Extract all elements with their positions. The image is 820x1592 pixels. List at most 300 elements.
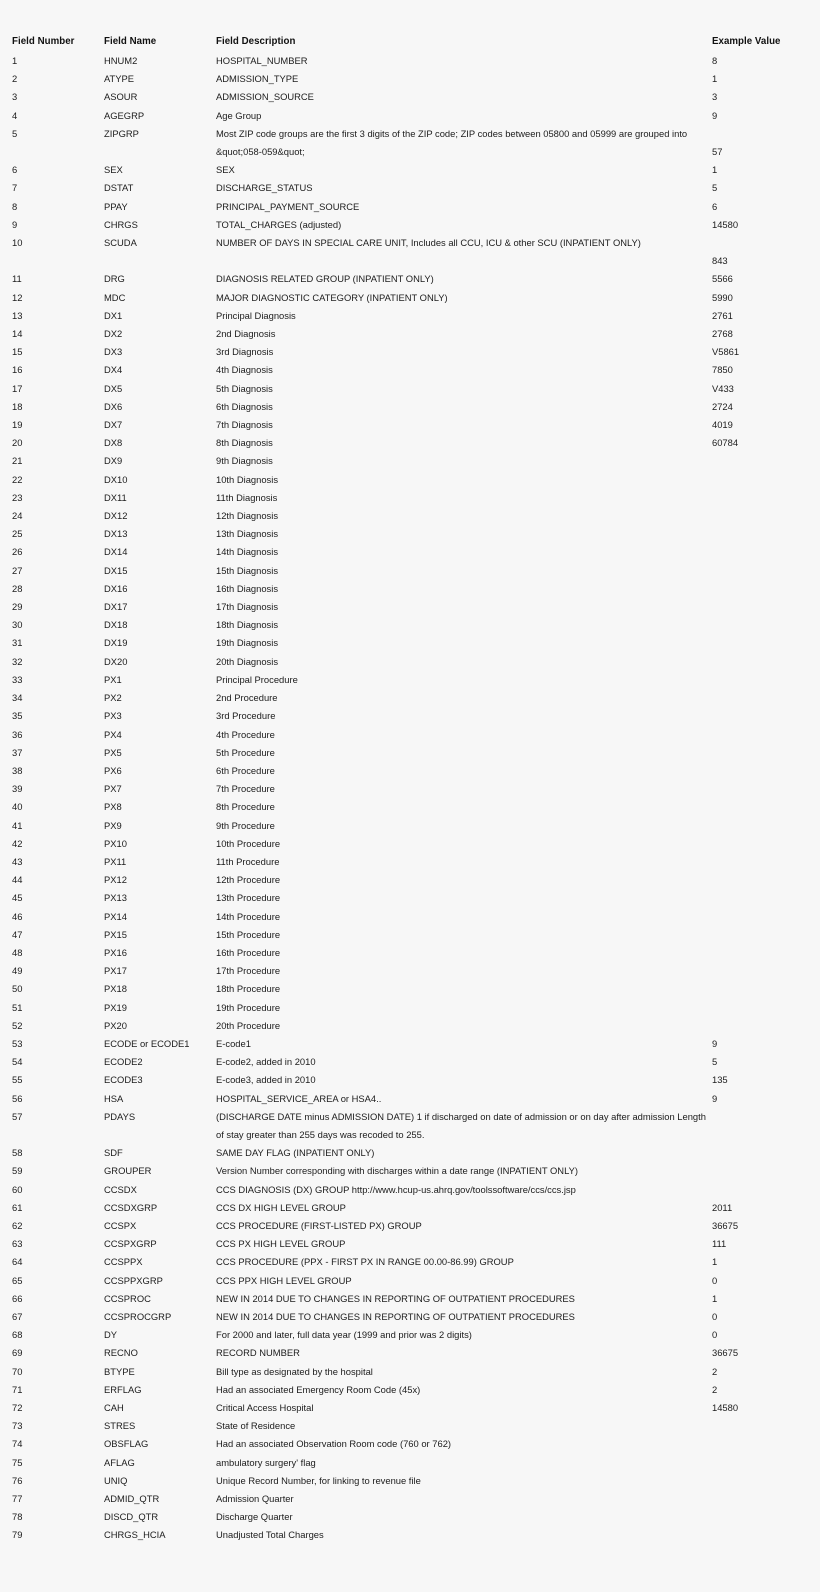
cell-example-value: 36675 xyxy=(712,1219,739,1231)
cell-field-description: 18th Procedure xyxy=(216,983,281,995)
table-row xyxy=(12,889,820,907)
cell-field-number: 48 xyxy=(12,946,23,958)
table-row xyxy=(12,671,820,689)
cell-field-name: CCSPX xyxy=(104,1219,137,1231)
cell-field-description: 12th Diagnosis xyxy=(216,510,279,522)
table-row xyxy=(12,1199,820,1217)
table-row xyxy=(12,780,820,798)
cell-example-value xyxy=(712,798,820,816)
cell-field-number: 64 xyxy=(12,1256,23,1268)
cell-field-description: 13th Procedure xyxy=(216,892,281,904)
cell-field-name: HSA xyxy=(104,1092,124,1104)
cell-field-description: E-code2, added in 2010 xyxy=(216,1056,316,1068)
cell-example-value xyxy=(712,980,820,998)
cell-field-name: DX1 xyxy=(104,309,123,321)
cell-field-number: 9 xyxy=(12,218,18,230)
cell-field-description: Version Number corresponding with discharges within a date range (INPATIENT ONLY) xyxy=(216,1165,578,1177)
cell-field-number: 19 xyxy=(12,419,23,431)
cell-field-number: 54 xyxy=(12,1056,23,1068)
cell-field-description: HOSPITAL_NUMBER xyxy=(216,55,308,66)
cell-field-name: DX20 xyxy=(104,655,128,667)
cell-field-name: PPAY xyxy=(104,200,128,212)
table-row xyxy=(12,689,820,707)
table-row xyxy=(12,1399,820,1417)
cell-field-description: Principal Diagnosis xyxy=(216,309,296,321)
cell-field-description: 17th Procedure xyxy=(216,965,281,977)
table-row xyxy=(12,835,820,853)
cell-field-description: 20th Diagnosis xyxy=(216,655,279,667)
table-row xyxy=(12,1344,820,1362)
cell-example-value xyxy=(712,726,820,744)
cell-field-number: 18 xyxy=(12,400,23,412)
cell-field-name: DX15 xyxy=(104,564,128,576)
cell-example-value xyxy=(712,525,820,543)
cell-example-value: 2724 xyxy=(712,400,733,412)
table-row xyxy=(12,726,820,744)
cell-field-description: 10th Procedure xyxy=(216,837,281,849)
table-header-row xyxy=(12,36,820,52)
cell-example-value xyxy=(712,471,820,489)
cell-field-description: 5th Procedure xyxy=(216,746,275,758)
table-row xyxy=(12,434,820,452)
cell-field-name: GROUPER xyxy=(104,1165,152,1177)
cell-example-value: 3 xyxy=(712,91,718,103)
cell-example-value xyxy=(712,1526,820,1544)
cell-field-number: 79 xyxy=(12,1529,23,1541)
cell-field-description: PRINCIPAL_PAYMENT_SOURCE xyxy=(216,200,360,212)
cell-field-number: 58 xyxy=(12,1147,23,1159)
table-body xyxy=(12,52,820,1545)
cell-field-name: ATYPE xyxy=(104,73,135,85)
cell-field-number: 59 xyxy=(12,1165,23,1177)
table-row xyxy=(12,270,820,288)
table-row xyxy=(12,1053,820,1071)
cell-example-value: 36675 xyxy=(712,1347,739,1359)
cell-field-number: 27 xyxy=(12,564,23,576)
table-row xyxy=(12,1144,820,1162)
cell-field-description: 12th Procedure xyxy=(216,874,281,886)
cell-example-value: 14580 xyxy=(712,218,739,230)
cell-field-description: CCS DX HIGH LEVEL GROUP xyxy=(216,1201,346,1213)
cell-example-value: 5 xyxy=(712,182,718,194)
cell-example-value: V433 xyxy=(712,382,734,394)
table-row xyxy=(12,744,820,762)
table-row xyxy=(12,1363,820,1381)
cell-example-value: 57 xyxy=(712,146,723,158)
table-row xyxy=(12,1417,820,1435)
cell-example-value xyxy=(712,1508,820,1526)
cell-field-name: DX8 xyxy=(104,437,123,449)
cell-example-value xyxy=(712,889,820,907)
cell-field-name: DISCD_QTR xyxy=(104,1511,159,1523)
cell-field-number: 51 xyxy=(12,1001,23,1013)
cell-field-number: 50 xyxy=(12,983,23,995)
cell-example-value xyxy=(712,835,820,853)
cell-example-value xyxy=(712,543,820,561)
cell-field-number: 77 xyxy=(12,1493,23,1505)
table-row xyxy=(12,1235,820,1253)
cell-example-value xyxy=(712,671,820,689)
cell-example-value xyxy=(712,616,820,634)
cell-field-number: 68 xyxy=(12,1329,23,1341)
cell-example-value xyxy=(712,1490,820,1508)
cell-field-number: 39 xyxy=(12,783,23,795)
cell-field-description: (DISCHARGE DATE minus ADMISSION DATE) 1 if discharged on date of admission or on day after admission Length of stay greater than 255 days was recoded to 255. xyxy=(216,1110,706,1140)
cell-example-value: 7850 xyxy=(712,364,733,376)
cell-field-number: 12 xyxy=(12,291,23,303)
cell-field-description: TOTAL_CHARGES (adjusted) xyxy=(216,218,342,230)
cell-field-description: 11th Diagnosis xyxy=(216,491,278,503)
table-row xyxy=(12,871,820,889)
table-row xyxy=(12,634,820,652)
cell-field-number: 63 xyxy=(12,1238,23,1250)
cell-field-description: 19th Diagnosis xyxy=(216,637,279,649)
cell-field-number: 34 xyxy=(12,692,23,704)
cell-example-value: 135 xyxy=(712,1074,728,1086)
cell-field-description: 17th Diagnosis xyxy=(216,601,279,613)
table-row xyxy=(12,598,820,616)
cell-field-description: 9th Procedure xyxy=(216,819,275,831)
cell-field-name: ERFLAG xyxy=(104,1383,142,1395)
cell-example-value xyxy=(712,744,820,762)
cell-example-value xyxy=(712,1454,820,1472)
table-row xyxy=(12,1253,820,1271)
table-row xyxy=(12,1454,820,1472)
table-row xyxy=(12,325,820,343)
cell-field-name: SDF xyxy=(104,1147,123,1159)
cell-example-value xyxy=(712,562,820,580)
table-row xyxy=(12,707,820,725)
cell-field-name: DX18 xyxy=(104,619,128,631)
cell-field-number: 43 xyxy=(12,855,23,867)
cell-example-value xyxy=(712,944,820,962)
cell-field-name: PX13 xyxy=(104,892,127,904)
table-row xyxy=(12,616,820,634)
cell-field-name: PX14 xyxy=(104,910,127,922)
cell-field-name: ZIPGRP xyxy=(104,127,139,139)
cell-field-description: 7th Procedure xyxy=(216,783,275,795)
cell-field-name: ADMID_QTR xyxy=(104,1493,160,1505)
cell-example-value: 4019 xyxy=(712,419,733,431)
table-row xyxy=(12,107,820,125)
cell-example-value xyxy=(712,580,820,598)
table-row xyxy=(12,416,820,434)
cell-field-number: 70 xyxy=(12,1365,23,1377)
cell-example-value: 843 xyxy=(712,255,728,267)
field-dictionary-table xyxy=(12,36,820,1545)
column-header-field-number: Field Number xyxy=(12,36,75,47)
cell-field-description: 9th Diagnosis xyxy=(216,455,273,467)
table-header xyxy=(12,36,820,52)
cell-example-value xyxy=(712,598,820,616)
cell-example-value xyxy=(712,689,820,707)
cell-field-name: CCSPPX xyxy=(104,1256,143,1268)
cell-field-number: 28 xyxy=(12,582,23,594)
table-row xyxy=(12,289,820,307)
table-row xyxy=(12,452,820,470)
cell-field-name: BTYPE xyxy=(104,1365,135,1377)
cell-example-value: 9 xyxy=(712,1037,718,1049)
cell-field-description: 3rd Procedure xyxy=(216,710,276,722)
cell-field-name: PX2 xyxy=(104,692,122,704)
table-row xyxy=(12,1526,820,1544)
cell-example-value xyxy=(712,1435,820,1453)
cell-field-description: 2nd Diagnosis xyxy=(216,328,276,340)
table-row xyxy=(12,1108,820,1144)
cell-field-description: SAME DAY FLAG (INPATIENT ONLY) xyxy=(216,1147,375,1159)
cell-field-number: 25 xyxy=(12,528,23,540)
column-header-example-value: Example Value xyxy=(712,36,781,47)
table-row xyxy=(12,1162,820,1180)
cell-field-number: 45 xyxy=(12,892,23,904)
table-row xyxy=(12,1181,820,1199)
cell-field-number: 4 xyxy=(12,109,18,121)
cell-example-value xyxy=(712,1181,820,1199)
cell-field-number: 49 xyxy=(12,965,23,977)
cell-field-name: PX5 xyxy=(104,746,122,758)
cell-field-number: 31 xyxy=(12,637,23,649)
cell-field-name: DX17 xyxy=(104,601,128,613)
table-row xyxy=(12,1017,820,1035)
cell-example-value xyxy=(712,999,820,1017)
cell-field-description: Critical Access Hospital xyxy=(216,1402,314,1414)
table-row xyxy=(12,1435,820,1453)
cell-field-description: 8th Diagnosis xyxy=(216,437,273,449)
cell-field-number: 37 xyxy=(12,746,23,758)
cell-field-number: 21 xyxy=(12,455,23,467)
cell-field-name: CCSDXGRP xyxy=(104,1201,158,1213)
cell-field-description: 4th Procedure xyxy=(216,728,275,740)
cell-field-number: 69 xyxy=(12,1347,23,1359)
cell-field-name: PX16 xyxy=(104,946,127,958)
cell-field-description: Had an associated Observation Room code (760 or 762) xyxy=(216,1438,452,1450)
cell-field-name: CHRGS xyxy=(104,218,138,230)
cell-field-description: SEX xyxy=(216,164,235,176)
cell-field-description: 3rd Diagnosis xyxy=(216,346,274,358)
cell-field-number: 6 xyxy=(12,164,18,176)
cell-field-description: 16th Diagnosis xyxy=(216,582,279,594)
table-row xyxy=(12,653,820,671)
cell-field-description: 15th Procedure xyxy=(216,928,281,940)
cell-field-number: 8 xyxy=(12,200,18,212)
cell-field-number: 78 xyxy=(12,1511,23,1523)
cell-field-description: 6th Diagnosis xyxy=(216,400,273,412)
cell-field-description: 7th Diagnosis xyxy=(216,419,273,431)
cell-example-value xyxy=(712,1417,820,1435)
cell-field-name: PX10 xyxy=(104,837,127,849)
cell-field-name: DX12 xyxy=(104,510,128,522)
table-row xyxy=(12,1508,820,1526)
cell-example-value: 1 xyxy=(712,164,718,176)
cell-field-description: HOSPITAL_SERVICE_AREA or HSA4.. xyxy=(216,1092,382,1104)
table-row xyxy=(12,1090,820,1108)
cell-example-value xyxy=(712,962,820,980)
cell-field-name: PX18 xyxy=(104,983,127,995)
cell-field-number: 11 xyxy=(12,273,22,285)
cell-field-description: ADMISSION_SOURCE xyxy=(216,91,314,103)
cell-field-name: PX9 xyxy=(104,819,122,831)
cell-field-number: 33 xyxy=(12,673,23,685)
table-row xyxy=(12,70,820,88)
cell-example-value: 2 xyxy=(712,1365,718,1377)
table-row xyxy=(12,580,820,598)
cell-field-name: HNUM2 xyxy=(104,55,138,66)
cell-field-name: PX17 xyxy=(104,965,127,977)
cell-field-number: 15 xyxy=(12,346,23,358)
table-row xyxy=(12,817,820,835)
table-row xyxy=(12,944,820,962)
cell-field-description: For 2000 and later, full data year (1999 and prior was 2 digits) xyxy=(216,1329,472,1341)
cell-field-number: 72 xyxy=(12,1402,23,1414)
cell-field-number: 66 xyxy=(12,1292,23,1304)
cell-field-name: CCSPXGRP xyxy=(104,1238,157,1250)
cell-field-description: 18th Diagnosis xyxy=(216,619,279,631)
cell-field-number: 71 xyxy=(12,1383,23,1395)
table-row xyxy=(12,88,820,106)
cell-field-name: PX20 xyxy=(104,1019,127,1031)
cell-field-description: 14th Diagnosis xyxy=(216,546,279,558)
cell-example-value: 0 xyxy=(712,1274,718,1286)
cell-example-value: 14580 xyxy=(712,1402,739,1414)
cell-field-number: 61 xyxy=(12,1201,23,1213)
cell-example-value: 5566 xyxy=(712,273,733,285)
cell-field-name: PX15 xyxy=(104,928,127,940)
cell-field-description: MAJOR DIAGNOSTIC CATEGORY (INPATIENT ONLY) xyxy=(216,291,448,303)
cell-example-value: 9 xyxy=(712,109,718,121)
cell-field-number: 10 xyxy=(12,237,23,249)
cell-field-description: 10th Diagnosis xyxy=(216,473,279,485)
table-row xyxy=(12,1308,820,1326)
cell-field-number: 29 xyxy=(12,601,23,613)
cell-example-value xyxy=(712,908,820,926)
cell-field-description: Unique Record Number, for linking to revenue file xyxy=(216,1474,421,1486)
cell-field-name: PX7 xyxy=(104,783,122,795)
cell-field-description: Bill type as designated by the hospital xyxy=(216,1365,373,1377)
table-row xyxy=(12,1035,820,1053)
cell-field-name: AFLAG xyxy=(104,1456,135,1468)
cell-field-name: DX5 xyxy=(104,382,123,394)
column-header-field-name: Field Name xyxy=(104,36,157,47)
cell-field-number: 32 xyxy=(12,655,23,667)
cell-field-number: 75 xyxy=(12,1456,23,1468)
cell-field-description: E-code3, added in 2010 xyxy=(216,1074,316,1086)
cell-example-value xyxy=(712,926,820,944)
cell-field-name: PX8 xyxy=(104,801,122,813)
cell-field-description: 6th Procedure xyxy=(216,764,275,776)
cell-example-value: 8 xyxy=(712,55,718,66)
table-row xyxy=(12,962,820,980)
cell-field-name: ASOUR xyxy=(104,91,138,103)
cell-field-number: 35 xyxy=(12,710,23,722)
cell-field-name: DY xyxy=(104,1329,118,1341)
cell-field-description: CCS PROCEDURE (FIRST-LISTED PX) GROUP xyxy=(216,1219,422,1231)
table-row xyxy=(12,562,820,580)
table-row xyxy=(12,908,820,926)
cell-field-name: ECODE3 xyxy=(104,1074,143,1086)
table-row xyxy=(12,125,820,161)
cell-example-value: 2761 xyxy=(712,309,733,321)
cell-field-name: PDAYS xyxy=(104,1110,136,1122)
cell-field-description: Age Group xyxy=(216,109,262,121)
cell-field-number: 14 xyxy=(12,328,23,340)
cell-example-value: 1 xyxy=(712,1292,718,1304)
table-row xyxy=(12,234,820,270)
cell-field-name: PX3 xyxy=(104,710,122,722)
table-row xyxy=(12,543,820,561)
cell-field-number: 26 xyxy=(12,546,23,558)
table-row xyxy=(12,179,820,197)
cell-field-description: Had an associated Emergency Room Code (45x) xyxy=(216,1383,421,1395)
cell-field-number: 57 xyxy=(12,1110,23,1122)
cell-field-number: 42 xyxy=(12,837,23,849)
table-row xyxy=(12,507,820,525)
cell-example-value xyxy=(712,1108,820,1144)
table-row xyxy=(12,198,820,216)
cell-field-description: CCS PROCEDURE (PPX - FIRST PX IN RANGE 00.00-86.99) GROUP xyxy=(216,1256,514,1268)
cell-field-number: 2 xyxy=(12,73,18,85)
cell-field-description: DIAGNOSIS RELATED GROUP (INPATIENT ONLY) xyxy=(216,273,434,285)
cell-field-name: STRES xyxy=(104,1420,136,1432)
cell-example-value xyxy=(712,1017,820,1035)
cell-field-number: 16 xyxy=(12,364,23,376)
cell-field-number: 3 xyxy=(12,91,18,103)
table-row xyxy=(12,1381,820,1399)
table-row xyxy=(12,1290,820,1308)
cell-field-description: Principal Procedure xyxy=(216,673,298,685)
cell-example-value xyxy=(712,762,820,780)
cell-field-name: PX19 xyxy=(104,1001,127,1013)
cell-field-number: 41 xyxy=(12,819,23,831)
cell-field-number: 22 xyxy=(12,473,23,485)
cell-field-description: DISCHARGE_STATUS xyxy=(216,182,313,194)
cell-field-description: 14th Procedure xyxy=(216,910,281,922)
cell-example-value: 2768 xyxy=(712,328,733,340)
cell-example-value xyxy=(712,1144,820,1162)
cell-field-description: Discharge Quarter xyxy=(216,1511,293,1523)
cell-field-name: DX9 xyxy=(104,455,123,467)
cell-field-number: 38 xyxy=(12,764,23,776)
cell-field-description: CCS DIAGNOSIS (DX) GROUP http://www.hcup-us.ahrq.gov/toolssoftware/ccs/ccs.jsp xyxy=(216,1183,576,1195)
cell-field-number: 46 xyxy=(12,910,23,922)
cell-example-value xyxy=(712,1472,820,1490)
cell-example-value: V5861 xyxy=(712,346,740,358)
cell-field-name: MDC xyxy=(104,291,126,303)
table-row xyxy=(12,161,820,179)
cell-field-number: 44 xyxy=(12,874,23,886)
cell-field-name: PX1 xyxy=(104,673,122,685)
cell-field-description: 20th Procedure xyxy=(216,1019,281,1031)
cell-field-name: DX13 xyxy=(104,528,128,540)
cell-example-value: 60784 xyxy=(712,437,739,449)
cell-field-name: PX6 xyxy=(104,764,122,776)
table-row xyxy=(12,216,820,234)
cell-field-description: 5th Diagnosis xyxy=(216,382,273,394)
cell-example-value xyxy=(712,489,820,507)
cell-field-description: 8th Procedure xyxy=(216,801,275,813)
cell-example-value xyxy=(712,853,820,871)
cell-example-value xyxy=(712,452,820,470)
table-row xyxy=(12,762,820,780)
cell-example-value xyxy=(712,1162,820,1180)
cell-example-value xyxy=(712,817,820,835)
cell-field-description: 16th Procedure xyxy=(216,946,281,958)
cell-field-number: 76 xyxy=(12,1474,23,1486)
cell-field-number: 47 xyxy=(12,928,23,940)
cell-field-number: 53 xyxy=(12,1037,23,1049)
column-header-field-description: Field Description xyxy=(216,36,296,47)
cell-field-name: SEX xyxy=(104,164,123,176)
cell-field-description: CCS PPX HIGH LEVEL GROUP xyxy=(216,1274,352,1286)
